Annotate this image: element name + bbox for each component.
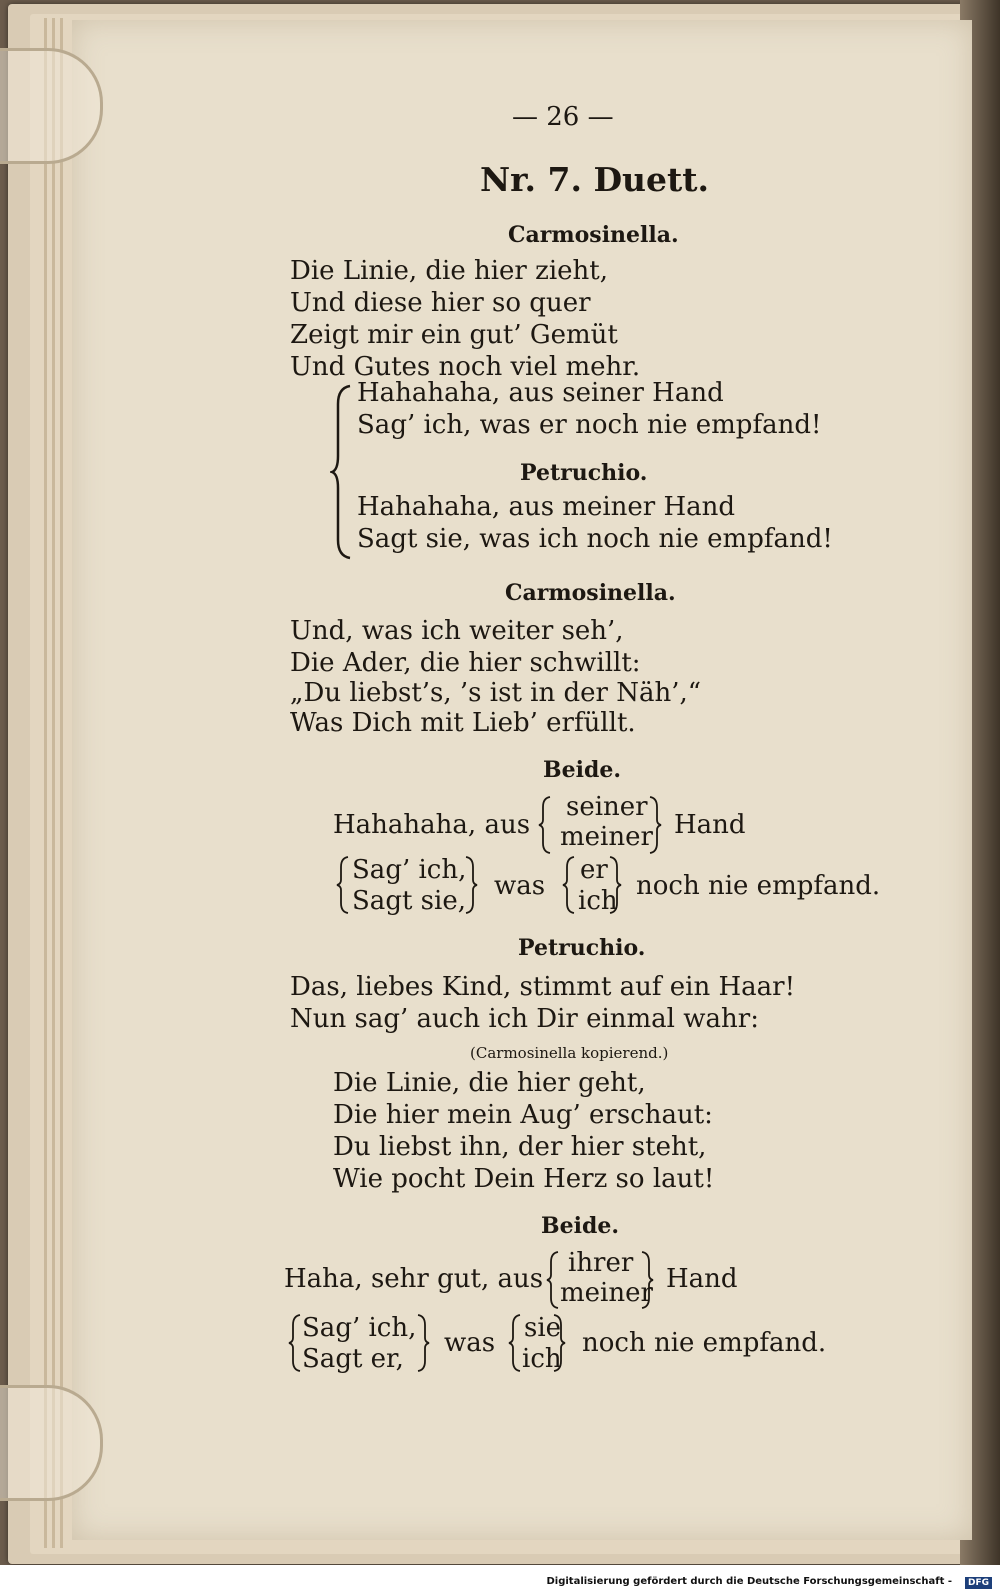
footer-credit: Digitalisierung gefördert durch die Deutsche Forschungsgemeinschaft - [546,1576,952,1587]
verse-line: Und, was ich weiter seh’, [290,616,624,646]
large-brace [330,384,356,560]
verse-line: Hahahaha, aus meiner Hand [357,492,736,522]
verse-line: was [494,871,546,901]
brace-open [562,855,576,915]
speaker-beide: Beide. [541,1213,619,1239]
brace-open [288,1313,302,1373]
verse-line: Hand [674,810,746,840]
option-word: Sag’ ich, [352,855,467,885]
option-word: Sagt sie, [352,886,466,916]
page-edge [60,18,63,1548]
verse-line: was [444,1328,496,1358]
speaker-carmosinella: Carmosinella. [508,222,679,248]
page-number: — 26 — [512,102,614,132]
page-edge [52,18,55,1548]
verse-line: noch nie empfand. [582,1328,827,1358]
verse-line: Hahahaha, aus [333,810,531,840]
option-word: meiner [560,1278,653,1308]
verse-line: Was Dich mit Lieb’ erfüllt. [290,708,636,738]
brace-close [416,1313,430,1373]
brace-open [538,795,552,855]
verse-line: Haha, sehr gut, aus [284,1264,544,1294]
verse-line: Die hier mein Aug’ erschaut: [333,1100,713,1130]
verse-line: Hand [666,1264,738,1294]
verse-line: noch nie empfand. [636,871,881,901]
brace-open [546,1250,560,1310]
option-word: ihrer [568,1248,634,1278]
verse-line: Du liebst ihn, der hier steht, [333,1132,707,1162]
brace-close [464,855,478,915]
brace-close [648,795,662,855]
page-clip-bottom [0,1385,103,1501]
verse-line: Sagt sie, was ich noch nie empfand! [357,524,833,554]
stage-direction: (Carmosinella kopierend.) [470,1044,669,1062]
footer-bar [0,1565,1000,1595]
option-word: Sag’ ich, [302,1313,417,1343]
brace-open [508,1313,522,1373]
verse-line: Wie pocht Dein Herz so laut! [333,1164,715,1194]
option-word: ich [522,1344,562,1374]
option-word: Sagt er, [302,1344,404,1374]
option-word: er [580,855,608,885]
speaker-carmosinella: Carmosinella. [505,580,676,606]
option-word: ich [578,886,618,916]
verse-line: „Du liebst’s, ’s ist in der Näh’,“ [290,678,702,708]
verse-line: Und Gutes noch viel mehr. [290,352,641,382]
brace-open [336,855,350,915]
verse-line: Das, liebes Kind, stimmt auf ein Haar! [290,972,796,1002]
section-title: Nr. 7. Duett. [480,160,710,199]
brace-close [608,855,622,915]
speaker-petruchio: Petruchio. [518,935,646,961]
brace-close [552,1313,566,1373]
dfg-logo: DFG [965,1577,992,1589]
option-word: sie [524,1313,562,1343]
option-word: seiner [566,792,648,822]
verse-line: Hahahaha, aus seiner Hand [357,378,724,408]
option-word: meiner [560,822,653,852]
verse-line: Die Linie, die hier zieht, [290,256,608,286]
verse-line: Nun sag’ auch ich Dir einmal wahr: [290,1004,759,1034]
verse-line: Sag’ ich, was er noch nie empfand! [357,410,822,440]
verse-line: Und diese hier so quer [290,288,591,318]
page-clip-top [0,48,103,164]
book-page [72,20,972,1540]
speaker-petruchio: Petruchio. [520,460,648,486]
verse-line: Die Ader, die hier schwillt: [290,648,641,678]
verse-line: Die Linie, die hier geht, [333,1068,646,1098]
brace-close [640,1250,654,1310]
page-edge [44,18,47,1548]
verse-line: Zeigt mir ein gut’ Gemüt [290,320,618,350]
speaker-beide: Beide. [543,757,621,783]
